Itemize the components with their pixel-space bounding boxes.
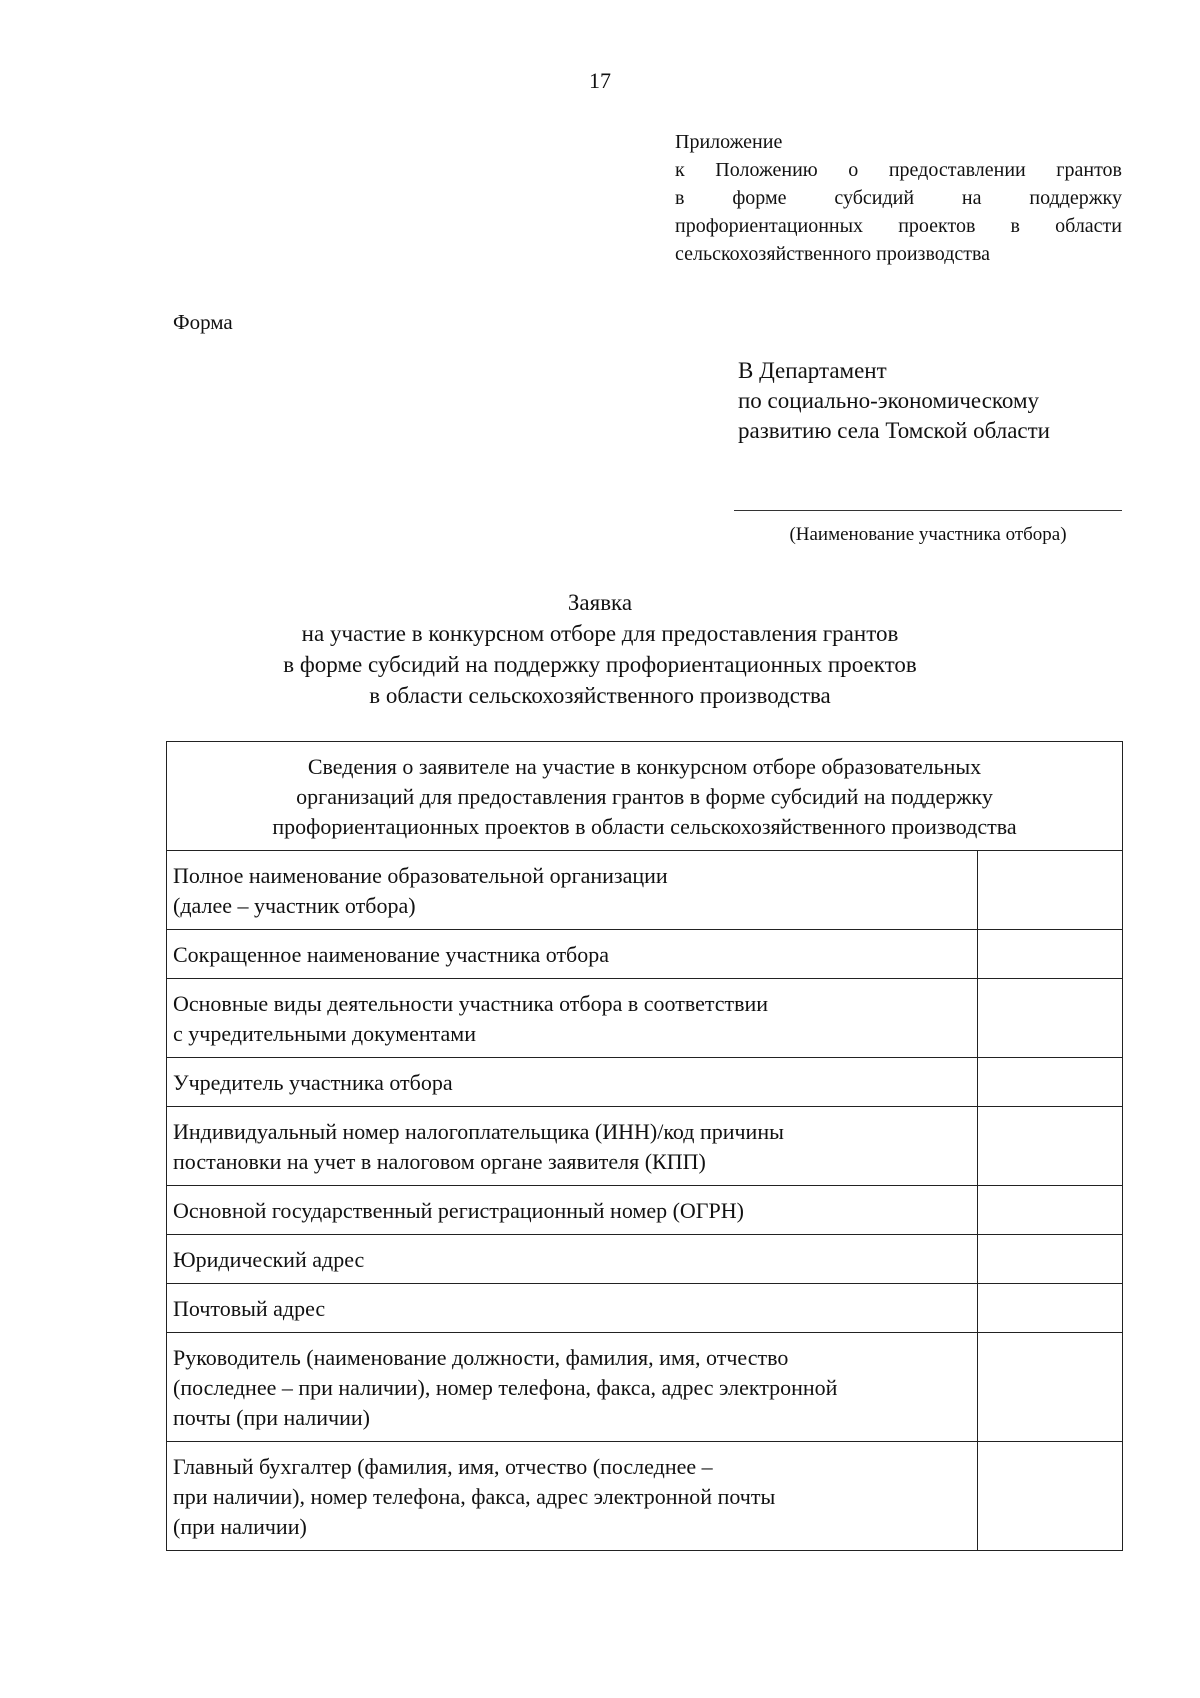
row-label [167,930,978,979]
table-row [167,851,1123,930]
table-header-line: Сведения о заявителе на участие в конкурсном отборе образовательных [307,754,982,779]
row-label-line: (при наличии) [173,1514,307,1539]
row-value-field[interactable] [978,979,1123,1058]
addressee-line: развитию села Томской области [738,418,1050,443]
title-line: в форме субсидий на поддержку профориентационных проектов [283,652,917,677]
row-label [167,1442,978,1551]
row-label [167,1235,978,1284]
row-label [167,1333,978,1442]
row-value-field[interactable] [978,930,1123,979]
table-header-row [167,742,1123,851]
table-row [167,1186,1123,1235]
row-label [167,1058,978,1107]
row-label-line: Индивидуальный номер налогоплательщика (ИНН)/код причины [173,1119,784,1144]
row-value-field[interactable] [978,1284,1123,1333]
row-label [167,851,978,930]
participant-name-caption: (Наименование участника отбора) [789,524,1067,545]
table-row [167,1442,1123,1551]
row-label-line: почты (при наличии) [173,1405,370,1430]
table-row [167,1058,1123,1107]
table-header-line: организаций для предоставления грантов в форме субсидий на поддержку [296,784,993,809]
row-value-field[interactable] [978,851,1123,930]
row-label [167,1186,978,1235]
row-label-line: (далее – участник отбора) [173,893,416,918]
table-row [167,1333,1123,1442]
appendix-line: Приложение [675,131,783,153]
row-label-line: с учредительными документами [173,1021,476,1046]
row-label-line: Почтовый адрес [173,1296,326,1321]
row-label-line: постановки на учет в налоговом органе заявителя (КПП) [173,1149,706,1174]
row-value-field[interactable] [978,1333,1123,1442]
row-label-line: Полное наименование образовательной организации [173,863,668,888]
addressee-block [738,356,1050,446]
row-value-field[interactable] [978,1235,1123,1284]
row-value-field[interactable] [978,1058,1123,1107]
row-label-line: Главный бухгалтер (фамилия, имя, отчество (последнее – [173,1454,713,1479]
row-label-line: Руководитель (наименование должности, фамилия, имя, отчество [173,1345,789,1370]
appendix-line: сельскохозяйственного производства [675,243,991,265]
appendix-line: профориентационных проектов в области [675,215,1122,237]
row-value-field[interactable] [978,1107,1123,1186]
row-label-line: Основной государственный регистрационный номер (ОГРН) [173,1198,744,1223]
appendix-header [675,128,1122,268]
row-label-line: Учредитель участника отбора [173,1070,453,1095]
row-label [167,979,978,1058]
addressee-line: по социально-экономическому [738,388,1040,413]
appendix-line: в форме субсидий на поддержку [675,187,1122,209]
applicant-info-table [166,741,1123,1551]
table-row [167,1284,1123,1333]
title-line: Заявка [567,590,633,615]
addressee-line: В Департамент [738,358,887,383]
row-label-line: Юридический адрес [173,1247,365,1272]
row-label-line: (последнее – при наличии), номер телефона, факса, адрес электронной [173,1375,838,1400]
application-title [0,587,1200,711]
title-line: в области сельскохозяйственного производства [369,683,831,708]
title-line: на участие в конкурсном отборе для предоставления грантов [301,621,899,646]
appendix-line: к Положению о предоставлении грантов [675,159,1122,181]
table-row [167,979,1123,1058]
participant-name-line [734,510,1122,511]
page-number: 17 [589,68,611,93]
table-row [167,1235,1123,1284]
row-label [167,1107,978,1186]
table-header-cell [167,742,1123,851]
row-label-line: Основные виды деятельности участника отбора в соответствии [173,991,769,1016]
row-label-line: Сокращенное наименование участника отбора [173,942,610,967]
table-row [167,930,1123,979]
row-label [167,1284,978,1333]
row-value-field[interactable] [978,1442,1123,1551]
table-header-line: профориентационных проектов в области сельскохозяйственного производства [272,814,1017,839]
row-label-line: при наличии), номер телефона, факса, адрес электронной почты [173,1484,776,1509]
row-value-field[interactable] [978,1186,1123,1235]
table-row [167,1107,1123,1186]
form-label: Форма [173,310,233,334]
